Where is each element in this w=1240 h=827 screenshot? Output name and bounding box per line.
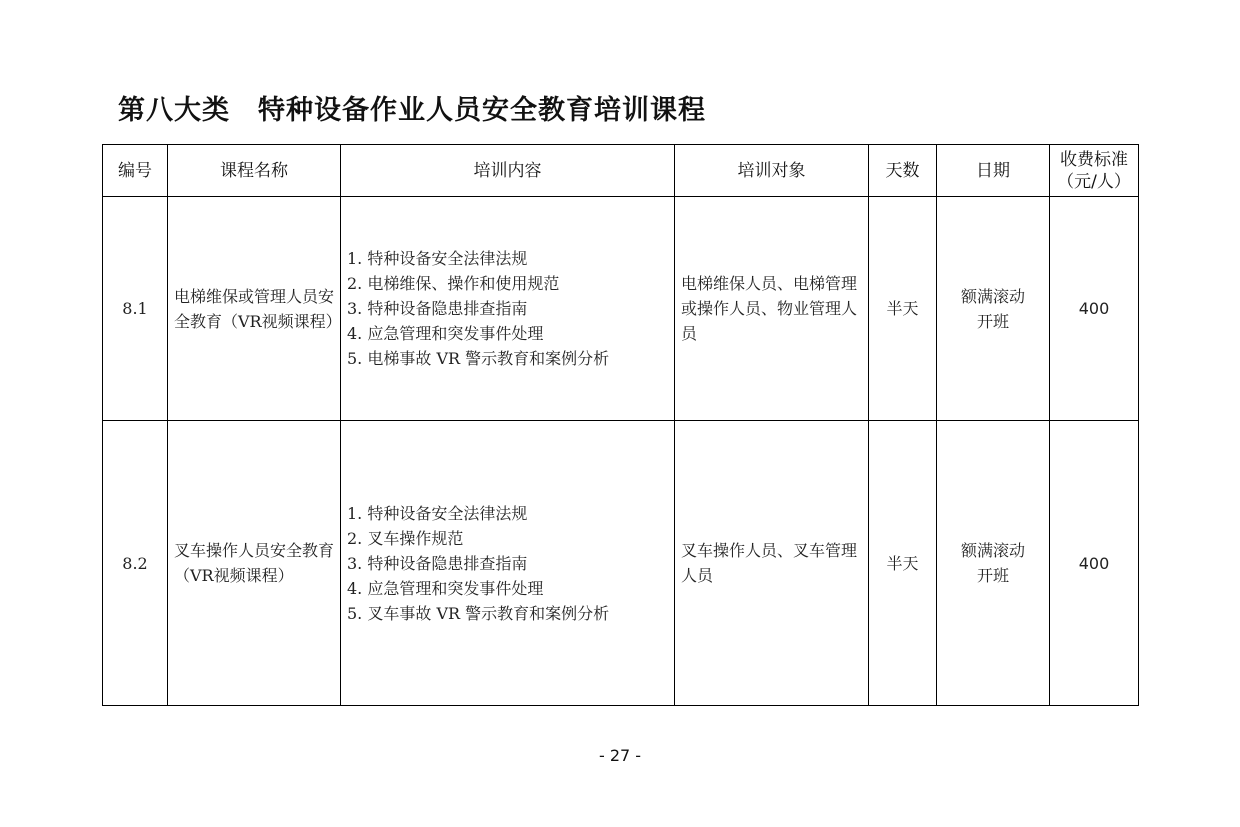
course-fee: 400 <box>1050 421 1139 706</box>
content-item: 2. 电梯维保、操作和使用规范 <box>347 274 560 293</box>
course-date <box>937 197 1050 421</box>
header-id: 编号 <box>103 145 168 197</box>
header-target: 培训对象 <box>675 145 869 197</box>
course-id: 8.1 <box>103 197 168 421</box>
header-fee <box>1050 145 1139 197</box>
content-item: 1. 特种设备安全法律法规 <box>347 249 528 268</box>
content-item: 3. 特种设备隐患排查指南 <box>347 553 528 573</box>
content-item: 2. 叉车操作规范 <box>347 528 464 548</box>
content-item: 5. 叉车事故 VR 警示教育和案例分析 <box>347 603 610 623</box>
course-days: 半天 <box>869 197 937 421</box>
content-item: 3. 特种设备隐患排查指南 <box>347 299 528 318</box>
course-date <box>937 421 1050 706</box>
course-id: 8.2 <box>103 421 168 706</box>
date-line1: 额满滚动 <box>960 541 1025 560</box>
content-item: 4. 应急管理和突发事件处理 <box>347 578 544 598</box>
course-target: 电梯维保人员、电梯管理或操作人员、物业管理人员 <box>675 197 869 421</box>
course-fee: 400 <box>1050 197 1139 421</box>
header-course-name: 课程名称 <box>168 145 341 197</box>
header-fee-line2: （元/人） <box>1057 171 1131 192</box>
course-table <box>102 144 1139 706</box>
course-target: 叉车操作人员、叉车管理人员 <box>675 421 869 706</box>
course-content <box>341 197 675 421</box>
course-days: 半天 <box>869 421 937 706</box>
course-name: 电梯维保或管理人员安全教育（VR视频课程） <box>168 197 341 421</box>
table-header-row <box>103 145 1139 197</box>
date-line2: 开班 <box>976 311 1009 331</box>
page-number: - 27 - <box>598 746 642 765</box>
course-content <box>341 421 675 706</box>
content-item: 4. 应急管理和突发事件处理 <box>347 324 544 343</box>
header-date: 日期 <box>937 145 1050 197</box>
header-content: 培训内容 <box>341 145 675 197</box>
date-line2: 开班 <box>976 566 1009 585</box>
date-line1: 额满滚动 <box>960 286 1025 306</box>
header-days: 天数 <box>869 145 937 197</box>
page-title: 第八大类 特种设备作业人员安全教育培训课程 <box>118 95 706 126</box>
content-item: 5. 电梯事故 VR 警示教育和案例分析 <box>347 349 610 368</box>
table-row <box>103 197 1139 421</box>
header-fee-line1: 收费标准 <box>1060 149 1128 170</box>
content-item: 1. 特种设备安全法律法规 <box>347 503 528 523</box>
table-row <box>103 421 1139 706</box>
course-name: 叉车操作人员安全教育（VR视频课程） <box>168 421 341 706</box>
